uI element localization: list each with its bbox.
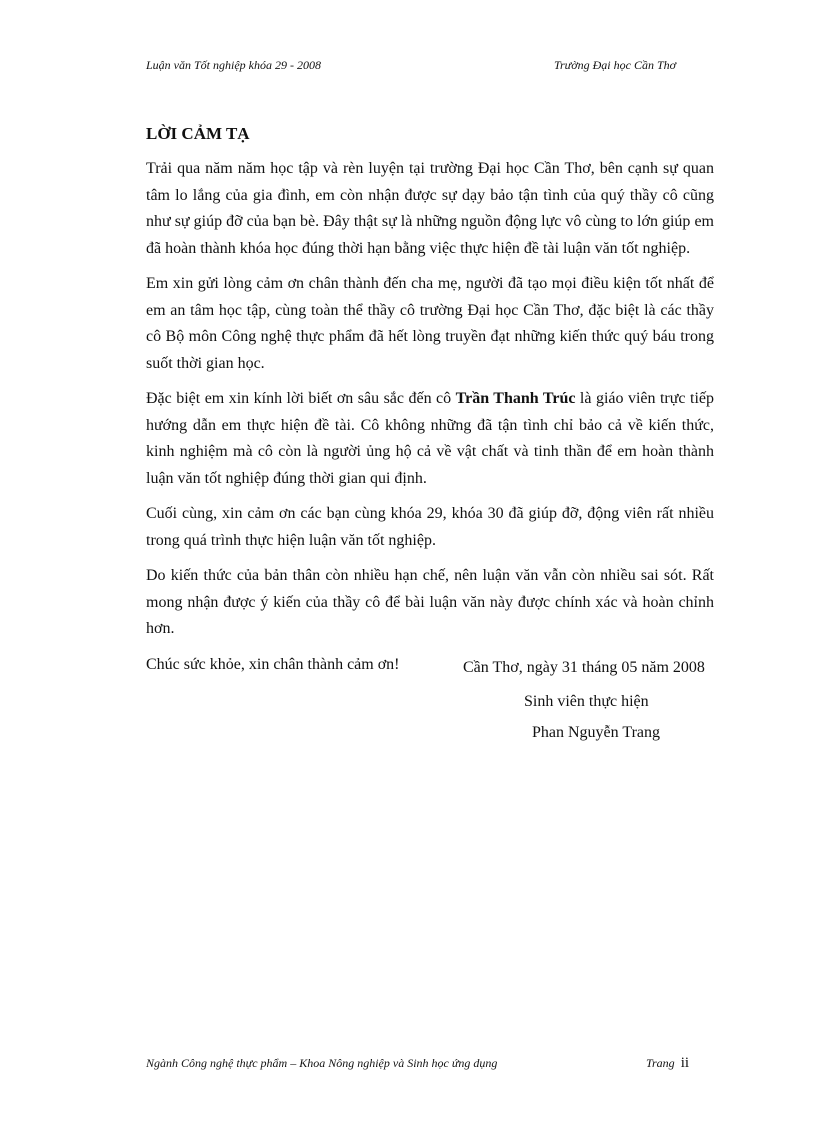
paragraph-3-intro: Đặc biệt em xin kính lời biết ơn sâu sắc đến cô [146,390,456,407]
page-footer [146,1053,694,1073]
paragraph-1: Trải qua năm năm học tập và rèn luyện tại trường Đại học Cần Thơ, bên cạnh sự quan tâm lo lắng của gia đình, em còn nhận được sự dạy bảo tận tình của quý thầy cô cũng như sự giúp đỡ của bạn bè. Đây thật sự là những nguồn động lực vô cùng to lớn giúp em đã hoàn thành khóa học đúng thời hạn bằng việc thực hiện đề tài luận văn tốt nghiệp. [146,160,714,257]
paragraph-4: Cuối cùng, xin cảm ơn các bạn cùng khóa 29, khóa 30 đã giúp đỡ, động viên rất nhiều trong quá trình thực hiện luận văn tốt nghiệp. [146,505,714,549]
footer-page-number: ii [680,1055,690,1071]
header-university: Trường Đại học Cần Thơ [554,58,677,72]
section-title: LỜI CẢM TẠ [146,124,250,143]
signature-name: Phan Nguyễn Trang [532,724,661,741]
advisor-name: Trần Thanh Trúc [455,390,576,407]
paragraph-2: Em xin gửi lòng cảm ơn chân thành đến cha mẹ, người đã tạo mọi điều kiện tốt nhất để em an tâm học tập, cùng toàn thể thầy cô trường Đại học Cần Thơ, đặc biệt là các thầy cô Bộ môn Công nghệ thực phẩm đã hết lòng truyền đạt những kiến thức quý báu trong suốt thời gian học. [146,275,714,372]
signature-role: Sinh viên thực hiện [524,693,649,710]
signature-date-place: Cần Thơ, ngày 31 tháng 05 năm 2008 [463,659,705,676]
paragraph-5: Do kiến thức của bản thân còn nhiều hạn chế, nên luận văn vẫn còn nhiều sai sót. Rất mong nhận được ý kiến của thầy cô để bài luận văn này được chính xác và hoàn chỉnh hơn. [146,567,714,637]
footer-page [646,1053,689,1073]
footer-page-label: Trang [646,1056,675,1070]
footer-department: Ngành Công nghệ thực phẩm – Khoa Nông nghiệp và Sinh học ứng dụng [146,1056,498,1070]
header-thesis-title: Luận văn Tốt nghiệp khóa 29 - 2008 [146,58,321,72]
acknowledgement-section [146,120,714,687]
paragraph-3 [146,386,714,492]
paragraph-6: Chúc sức khỏe, xin chân thành cảm ơn! [146,655,400,673]
page-header [146,56,686,74]
paragraph-3-rest: là giáo viên trực tiếp hướng dẫn em thực hiện đề tài. Cô không những đã tận tình chỉ bảo cả về kiến thức, kinh nghiệm mà cô còn là người ủng hộ cả về vật chất và tinh thần để em hoàn thành luận văn tốt nghiệp đúng thời gian qui định. [146,390,715,487]
